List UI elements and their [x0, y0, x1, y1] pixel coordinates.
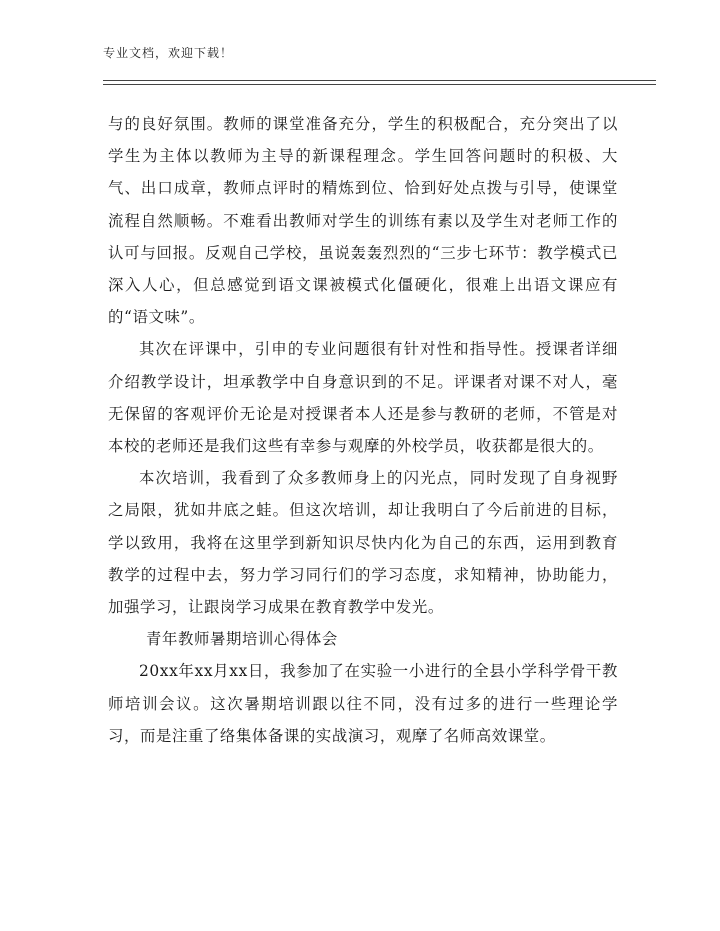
paragraph-continuation: 与的良好氛围。教师的课堂准备充分，学生的积极配合，充分突出了以学生为主体以教师为主导的新课程理念。学生回答问题时的积极、大气、出口成章，教师点评时的精炼到位、恰到好处点拨与引导，使课堂流程自然顺畅。不难看出教师对学生的训练有素以及学生对老师工作的认可与回报。反观自己学校，虽说轰轰烈烈的“三步七环节：教学模式已深入人心，但总感觉到语文课被模式化僵硬化，很难上出语文课应有的“语文味”。	[108, 115, 618, 327]
header-divider-top	[103, 80, 656, 81]
paragraph-reflection: 本次培训，我看到了众多教师身上的闪光点，同时发现了自身视野之局限，犹如井底之蛙。但这次培训，却让我明白了今后前进的目标，学以致用，我将在这里学到新知识尽快内化为自己的东西，运用到教育教学的过程中去，努力学习同行们的学习态度，求知精神，协助能力，加强学习，让跟岗学习成果在教育教学中发光。	[108, 469, 618, 617]
paragraph-closing: 20xx年xx月xx日，我参加了在实验一小进行的全县小学科学骨干教师培训会议。这次暑期培训跟以往不同，没有过多的进行一些理论学习，而是注重了络集体备课的实战演习，观摩了名师高效课堂。	[108, 662, 618, 745]
document-body	[108, 108, 618, 752]
paragraph-evaluation: 其次在评课中，引申的专业问题很有针对性和指导性。授课者详细介绍教学设计，坦承教学中自身意识到的不足。评课者对课不对人，毫无保留的客观评价无论是对授课者本人还是参与教研的老师，不管是对本校的老师还是我们这些有幸参与观摩的外校学员，收获都是很大的。	[108, 340, 618, 456]
section-title: 青年教师暑期培训心得体会	[146, 630, 338, 649]
document-header-label: 专业文档，欢迎下载！	[103, 46, 234, 60]
header-divider-bottom	[103, 84, 656, 85]
